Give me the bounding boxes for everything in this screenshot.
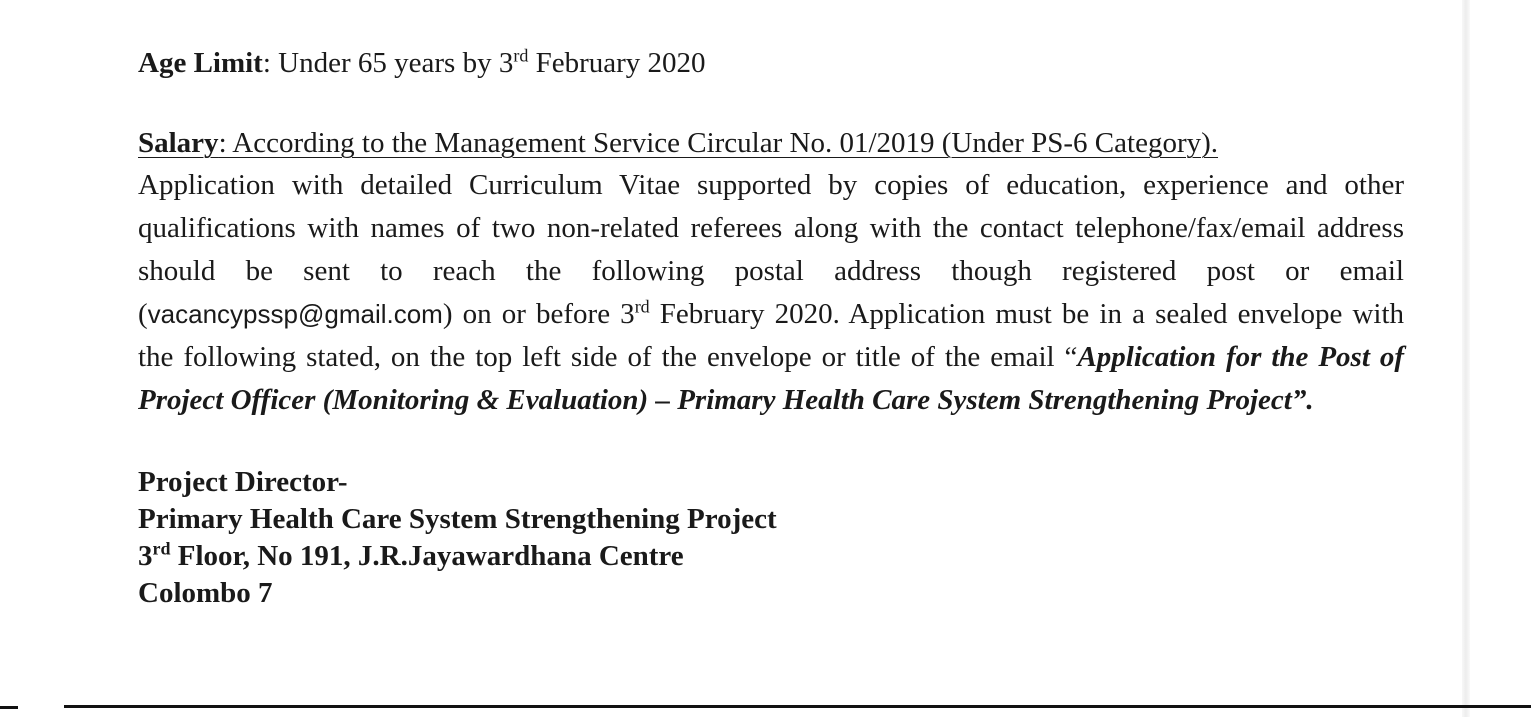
application-closing: ”. — [1291, 384, 1314, 416]
age-limit-separator: : — [262, 47, 271, 79]
bottom-rule — [64, 705, 1531, 708]
address-line-1: Project Director- — [138, 466, 348, 498]
left-dash-mark — [0, 706, 18, 709]
application-paragraph — [138, 164, 1404, 422]
salary-text: : According to the Management Service Circular No. 01/2019 (Under PS-6 Category). — [218, 127, 1219, 159]
address-line-3-sup: rd — [152, 538, 171, 559]
age-limit-sup: rd — [513, 45, 529, 66]
application-sup: rd — [634, 296, 650, 317]
application-text-part3: February 2020. Application must be in a sealed envelope with the following stated, on the top left side of the envelope or title of the email “ — [138, 298, 1404, 373]
postal-address — [138, 464, 1404, 612]
application-text-part1: Application with detailed Curriculum Vitae supported by copies of education, experience and other qualifications with names of two non-related referees along with the contact telephone/fax/email address should be sent to reach the following postal address though registered post or email ( — [138, 169, 1404, 330]
age-limit-label: Age Limit — [138, 47, 263, 79]
age-limit-date: February 2020 — [528, 47, 706, 79]
salary-line — [138, 122, 1404, 164]
scan-edge-shadow — [1462, 0, 1470, 717]
document-content — [138, 40, 1404, 612]
address-line-3-number: 3 — [138, 540, 153, 572]
age-limit-line — [138, 40, 1404, 86]
address-line-3 — [138, 538, 1404, 575]
application-title: Application for the Post of Project Officer (Monitoring & Evaluation) – Primary Health Care System Strengthening Project — [138, 341, 1404, 416]
contact-email: vacancypssp@gmail.com — [147, 299, 443, 329]
application-text-part2: ) on or before 3 — [442, 298, 635, 330]
address-line-3-text: Floor, No 191, J.R.Jayawardhana Centre — [170, 540, 684, 572]
age-limit-text: Under 65 years by 3 — [270, 47, 514, 79]
address-line-2: Primary Health Care System Strengthening Project — [138, 503, 777, 535]
address-line-4: Colombo 7 — [138, 577, 273, 609]
salary-label: Salary — [138, 127, 219, 159]
